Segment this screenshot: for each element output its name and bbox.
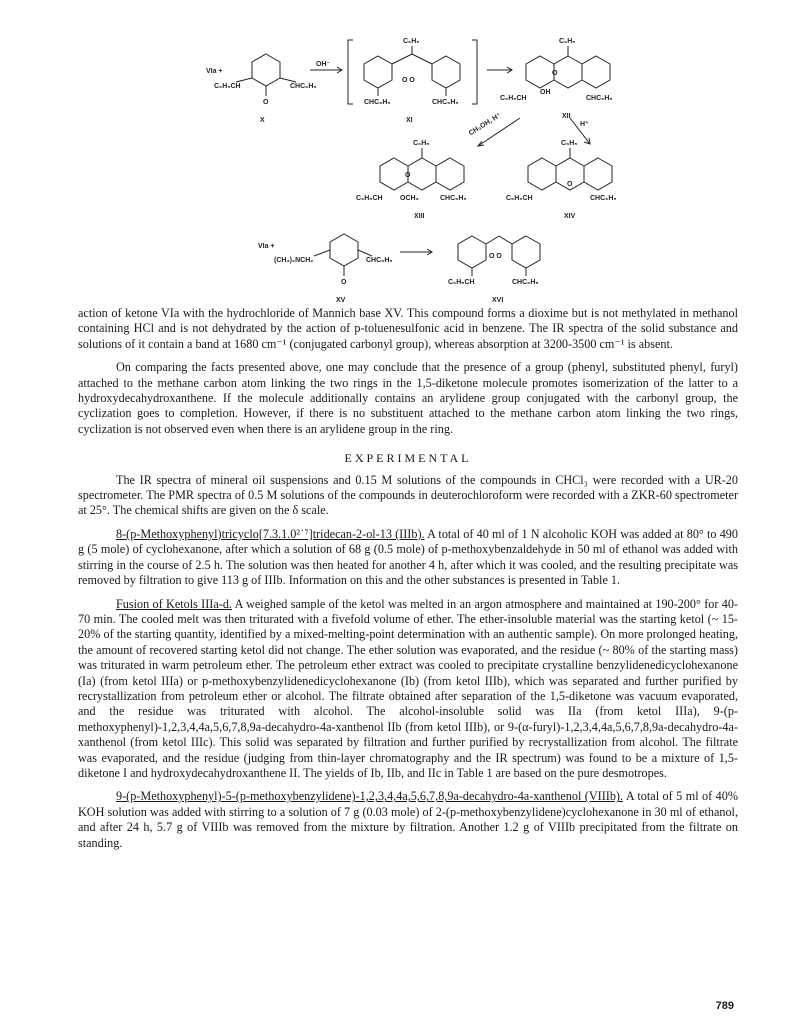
ring-xi-right bbox=[432, 56, 460, 88]
x-left-substituent: C₆H₅CH bbox=[214, 83, 241, 90]
reagent-via-1: VIa + bbox=[206, 68, 223, 75]
xv-left-substituent: (CH₃)₂NCH₂ bbox=[274, 257, 314, 264]
xiv-left-substituent: C₆H₅CH bbox=[506, 195, 533, 202]
xiii-methoxy: OCH₃ bbox=[400, 195, 419, 202]
label-x: X bbox=[260, 117, 265, 124]
xiv-right-substituent: CHC₆H₅ bbox=[590, 195, 617, 202]
article-body bbox=[78, 306, 738, 851]
paragraph-fusion bbox=[78, 597, 738, 782]
label-xv: XV bbox=[336, 297, 346, 304]
fusion-title: Fusion of Ketols IIIa-d. bbox=[116, 596, 232, 611]
ring-xiii-left bbox=[380, 158, 408, 190]
reaction-scheme bbox=[150, 26, 710, 308]
xi-phenyl: C₆H₅ bbox=[403, 38, 420, 45]
arrow-label-h: H⁺ bbox=[580, 121, 589, 128]
xiii-right-substituent: CHC₆H₅ bbox=[440, 195, 467, 202]
x-right-substituent: CHC₆H₅ bbox=[290, 83, 317, 90]
ring-xvi-right bbox=[512, 236, 540, 268]
ring-xii-middle bbox=[554, 56, 582, 88]
paragraph-conclusion: On comparing the facts presented above, one may conclude that the presence of a group (phenyl, substituted phenyl, furyl) attached to the methane carbon atom linking the two rings in the 1,5-diketone molecule promotes isomerization of the latter to a hydroxydecahydroxanthene. If the molecule additionally contains an arylidene group conjugated with the carbonyl group, the cyclization goes to completion. However, if there is no substituent attached to the methane carbon atom linking the two rings, cyclization is not observed even when there is an arylidene group in the ring. bbox=[78, 360, 738, 436]
xii-right-substituent: CHC₆H₅ bbox=[586, 95, 613, 102]
label-xii: XII bbox=[562, 113, 571, 120]
x-carbonyl-o: O bbox=[263, 99, 269, 106]
ring-xiv-left bbox=[528, 158, 556, 190]
page-number: 789 bbox=[715, 1000, 734, 1012]
reagent-via-2: VIa + bbox=[258, 243, 275, 250]
paragraph-ketol-iiib bbox=[78, 527, 738, 589]
xi-left-substituent: CHC₆H₅ bbox=[364, 99, 391, 106]
xii-hydroxyl: OH bbox=[540, 89, 551, 96]
xiii-phenyl: C₆H₅ bbox=[413, 140, 430, 147]
label-xiv: XIV bbox=[564, 213, 576, 220]
xi-carbonyls: O O bbox=[402, 77, 415, 84]
label-xvi: XVI bbox=[492, 297, 504, 304]
xv-carbonyl-o: O bbox=[341, 279, 347, 286]
label-xiii: XIII bbox=[414, 213, 425, 220]
viiib-text: A total of 5 ml of 40% KOH solution was added with stirring to a solution of 7 g (0.03 mole) of 2-(p-methoxybenzylidene)cyclohexanone in 30 ml of ethanol, and after 24 h, 5.7 g of VIIIb was removed from the mixture by filtration. Another 1.2 g of VIIIb precipitated from the filtrate on standing. bbox=[78, 789, 738, 850]
xv-right-substituent: CHC₆H₅ bbox=[366, 257, 393, 264]
xii-left-substituent: C₆H₅CH bbox=[500, 95, 527, 102]
ring-xii-left bbox=[526, 56, 554, 88]
reaction-scheme-drawing bbox=[150, 26, 710, 308]
xvi-right-substituent: CHC₆H₅ bbox=[512, 279, 539, 286]
ring-xii-right bbox=[582, 56, 610, 88]
fusion-text: A weighed sample of the ketol was melted in an argon atmosphere and maintained at 190-200° for 40-70 min. The cooled melt was then triturated with a fivefold volume of ether. The ether-insoluble material was the starting ketol (~ 15-20% of the starting quantity, identified by a mixed-melting-point determination with an authentic sample). On more prolonged heating, the amount of recovered starting ketol did not change. The ether solution was evaporated, and the residue (~ 80% of the starting mass) was triturated in warm petroleum ether. The petroleum ether extract was cooled to precipitate crystalline benzylidenedicyclohexanone (Ia) (from ketol IIIa) or p-methoxybenzylidenedicyclohexanone (Ib) (from ketol IIIb), which was separated and further purified by recrystallization from petroleum ether or alcohol. The filtrate obtained after separation of the 1,5-diketone was vacuum evaporated, and the residue was triturated with alcohol. The alcohol-insoluble solid was IIa (from ketol IIIa), 9-(p-methoxyphenyl)-1,2,3,4,4a,5,6,7,8,9a-decahydro-4a-xanthenol IIb (from ketol IIIb), or 9-(α-furyl)-1,2,3,4,4a,5,6,7,8,9a-decahydro-4a-xanthenol (from ketol IIIc). This solid was separated by filtration and further purified by recrystallization from alcohol. The filtrate was evaporated, and the residue (judging from thin-layer chromatography and the IR spectrum) was found to be a mixture of 1,5-diketone I and hydroxydecahydroxanthene II. The yields of Ib, IIb, and IIc in Table 1 are based on the pure desmotropes. bbox=[78, 596, 738, 780]
section-heading-experimental: EXPERIMENTAL bbox=[344, 451, 472, 466]
viiib-title: 9-(p-Methoxyphenyl)-5-(p-methoxybenzylidene)-1,2,3,4,4a,5,6,7,8,9a-decahydro-4a-xanthenol (VIIIb). bbox=[116, 789, 624, 804]
ring-xiv-right bbox=[584, 158, 612, 190]
xi-right-substituent: CHC₆H₅ bbox=[432, 99, 459, 106]
xiv-ring-o: O bbox=[567, 181, 573, 188]
ring-x bbox=[252, 54, 280, 86]
ring-xvi-left bbox=[458, 236, 486, 268]
xiii-left-substituent: C₆H₅CH bbox=[356, 195, 383, 202]
ketol-iiib-text: A total of 40 ml of 1 N alcoholic KOH was added at 80° to 490 g (5 mole) of cyclohexanone, after which a solution of 68 g (0.5 mole) of p-methoxybenzaldehyde in 50 ml of ethanol was added with stirring in the course of 2.5 h. The solution was then heated for another 4 h, after which it was cooled, and the resulting precipitate was removed by filtration to give 113 g of IIIb. Information on this and the other substances is presented in Table 1. bbox=[78, 526, 738, 588]
xiii-ring-o: O bbox=[405, 172, 411, 179]
ring-xi-left bbox=[364, 56, 392, 88]
xiv-phenyl: C₆H₅ bbox=[561, 140, 578, 147]
xvi-left-substituent: C₆H₅CH bbox=[448, 279, 475, 286]
ring-xiii-middle bbox=[408, 158, 436, 190]
ring-xiii-right bbox=[436, 158, 464, 190]
ring-xv bbox=[330, 234, 358, 266]
xii-ring-o: O bbox=[552, 70, 558, 77]
paragraph-mannich: action of ketone VIa with the hydrochloride of Mannich base XV. This compound forms a dioxime but is not methylated in methanol containing HCl and is not dehydrated by the action of p-toluenesulfonic acid in benzene. The IR spectra of the solid substance and solutions of it contain a band at 1680 cm⁻¹ (conjugated carbonyl group), whereas absorption at 3200-3500 cm⁻¹ is absent. bbox=[78, 306, 738, 351]
label-xi: XI bbox=[406, 117, 413, 124]
paragraph-viiib bbox=[78, 789, 738, 851]
xii-phenyl: C₆H₅ bbox=[559, 38, 576, 45]
ketol-iiib-title: 8-(p-Methoxyphenyl)tricyclo[7.3.1.0²˙⁷]tridecan-2-ol-13 (IIIb). bbox=[116, 526, 425, 541]
arrow-label-methanol: CH₃OH, H⁺ bbox=[467, 112, 503, 138]
arrow-label-oh: OH⁻ bbox=[316, 61, 331, 68]
xvi-carbonyls: O O bbox=[489, 253, 502, 260]
paragraph-spectra: The IR spectra of mineral oil suspensions and 0.15 M solutions of the compounds in CHCl₃ were recorded with a UR-20 spectrometer. The PMR spectra of 0.5 M solutions of the compounds in deuterochloroform were recorded with a ZKR-60 spectrometer at 25°. The chemical shifts are given on the δ scale. bbox=[78, 472, 738, 518]
